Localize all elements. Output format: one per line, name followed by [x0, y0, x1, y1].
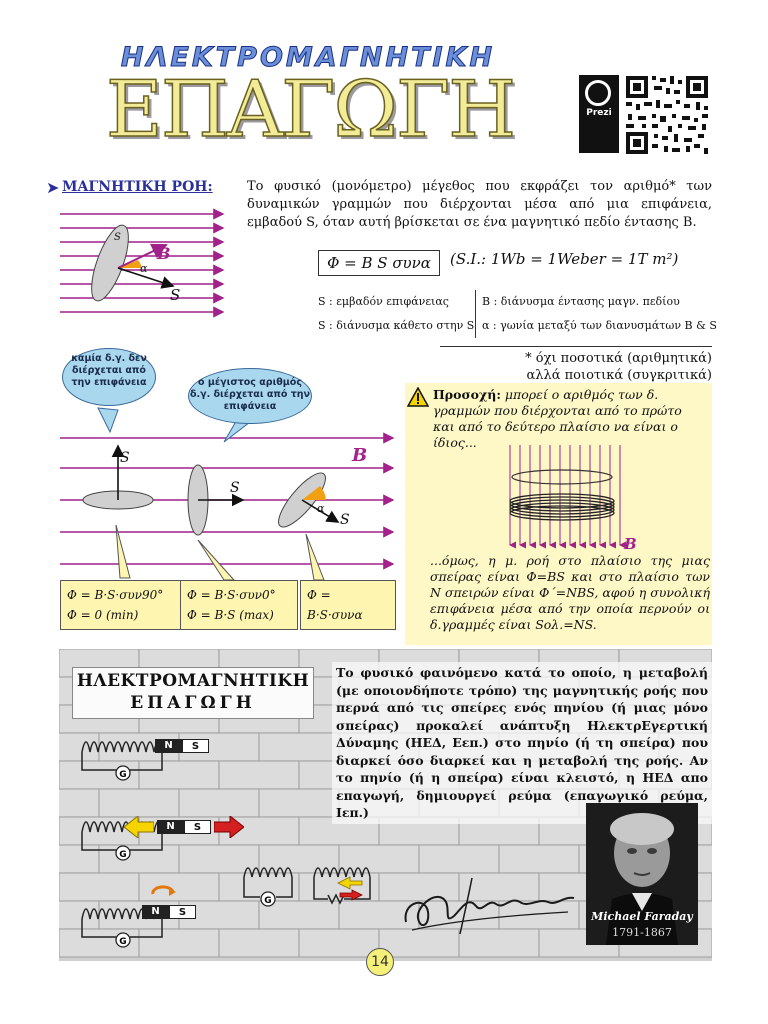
magnet-south-label: S	[182, 739, 209, 753]
legend-item-angle: α : γωνία μεταξύ των διανυσμάτων B & S	[482, 319, 717, 332]
warning-text	[433, 387, 705, 451]
case2-s-label: S	[230, 480, 240, 496]
cases-b-label: B	[352, 445, 368, 466]
flux-formula: Φ = B S συνα	[318, 250, 440, 276]
vector-b-label: B	[157, 244, 171, 263]
arrow-right-red-icon	[214, 816, 244, 838]
angle-alpha-label: α	[140, 262, 148, 275]
magnet-north-label: N	[157, 820, 184, 834]
case3-s-label: S	[340, 512, 350, 528]
magnet-still	[155, 739, 209, 753]
portrait-years: 1791-1867	[612, 926, 672, 939]
case1-s-label: S	[120, 450, 130, 466]
vector-s-label: S	[170, 286, 181, 304]
warning-icon	[407, 387, 429, 407]
case2-formula-line2: Φ = B·S (max)	[187, 608, 274, 622]
induction-title-line1: ΗΛΕΚΤΡΟΜΑΓΝΗΤΙΚΗ	[76, 671, 310, 691]
divider	[440, 346, 712, 347]
legend-item-normal: S : διάνυσμα κάθετο στην S	[318, 319, 475, 332]
magnet-south-label: S	[169, 905, 196, 919]
bubble-max-lines: ο μέγιστος αριθμός δ.γ. διέρχεται από την επιφάνεια	[188, 368, 312, 424]
footnote-line1: * όχι ποσοτικά (αριθμητικά)	[525, 351, 712, 366]
case3-formula-line1: Φ = B·S·συνα	[307, 588, 363, 622]
galvanometer-label: G	[119, 770, 127, 780]
flux-definition: Το φυσικό (μονόμετρο) μέγεθος που εκφράζει τον αριθμό* των δυναμικών γραμμών που διέρχονται μέσα από μια επιφάνεια, εμβαδού S, όταν αυτή βρίσκεται σε ένα μαγνητικό πεδίο έντασης B.	[247, 179, 712, 230]
induction-definition: Το φυσικό φαινόμενο κατά το οποίο, η μεταβολή (με οποιονδήποτε τρόπο) της μαγνητικής ροής που περνά από τις σπείρες ενός πηνίου (ή μιας μόνο σπείρας) προκαλεί ανάπτυξη ΗλεκτρΕγερτική Δύναμης (ΗΕΔ, Εεπ.) στο πηνίο (ή τη σπείρα) που διαρκεί όσο διαρκεί και η μεταβολή της ροής. Αν το πηνίο (ή η σπείρα) είναι κλειστό, η ΗΕΔ απο επαγωγή, δημιουργεί ρεύμα (επαγωγικό ρεύμα, Ιεπ.)	[332, 662, 712, 824]
header-subtitle: ΗΛΕΚΤΡΟΜΑΓΝΗΤΙΚΗ	[120, 42, 496, 73]
page-title: ΕΠΑΓΩΓΗ	[105, 65, 515, 155]
footnote	[440, 350, 712, 384]
magnet-south-label: S	[184, 820, 211, 834]
coil-field-diagram	[500, 445, 640, 553]
case1-formula-line2: Φ = 0 (min)	[67, 608, 139, 622]
magnet-north-label: N	[142, 905, 169, 919]
prezi-logo-icon	[585, 80, 611, 106]
case1-formula-line1: Φ = B·S·συν90°	[67, 588, 164, 602]
legend-left	[318, 290, 474, 338]
galvanometer-label: G	[119, 937, 127, 947]
case2-formula-box	[180, 580, 298, 630]
flux-diagram	[58, 208, 228, 318]
faraday-signature-icon	[398, 868, 578, 940]
legend-right	[475, 290, 717, 338]
case3-alpha-label: α	[317, 502, 325, 515]
magnet-moving	[157, 820, 211, 834]
si-units: (S.I.: 1Wb = 1Weber = 1T m²)	[450, 250, 679, 268]
qr-code-icon[interactable]	[624, 74, 710, 156]
surface-s-label: S	[114, 232, 121, 243]
galvanometer-label: G	[264, 896, 272, 906]
warning-after-text: ...όμως, η μ. ροή στο πλαίσιο της μιας σπείρας είναι Φ=BS και στο πλαίσιο των Ν σπειρών είναι Φ΄=NBS, αφού η συνολική επιφάνεια μέσα από την οποία περνούν οι δ.γραμμές είναι Sολ.=NS.	[430, 553, 710, 632]
induction-title-line2: ΕΠΑΓΩΓΗ	[130, 693, 256, 713]
portrait-caption: Michael Faraday	[591, 910, 693, 923]
case2-formula-line1: Φ = B·S·συν0°	[187, 588, 276, 602]
case3-formula-box	[300, 580, 396, 630]
prezi-label: Prezi	[586, 108, 612, 118]
bubble-no-lines: καμία δ.γ. δεν διέρχεται από την επιφάνεια	[62, 348, 156, 406]
coil-icon	[78, 728, 178, 788]
page-number: 14	[366, 948, 394, 976]
legend-item-area: S : εμβαδόν επιφάνειας	[318, 295, 449, 308]
magnet-rotating	[142, 905, 196, 919]
warning-body: μπορεί ο αριθμός των δ. γραμμών που διέρχονται από το πρώτο και από το δεύτερο πλαίσιο να είναι ο ίδιος...	[433, 387, 682, 450]
warning-label: Προσοχή:	[433, 387, 501, 402]
legend-item-field: B : διάνυσμα έντασης μαγν. πεδίου	[482, 295, 680, 308]
faraday-portrait	[586, 803, 698, 945]
footnote-line2: αλλά ποιοτικά (συγκριτικά)	[526, 368, 712, 383]
rotate-arrow-icon	[150, 882, 176, 900]
induction-title	[72, 667, 314, 719]
two-coils-circuit	[240, 855, 390, 915]
coil-icon	[78, 895, 178, 955]
section-heading-flux: ΜΑΓΝΗΤΙΚΗ ΡΟΗ:	[62, 179, 213, 195]
bullet-arrow-icon: ➤	[46, 178, 60, 197]
galvanometer-label: G	[119, 850, 127, 860]
case1-formula-box	[60, 580, 184, 630]
coil-b-label: B	[624, 535, 637, 553]
arrow-left-yellow-icon	[124, 816, 154, 838]
magnet-north-label: N	[155, 739, 182, 753]
